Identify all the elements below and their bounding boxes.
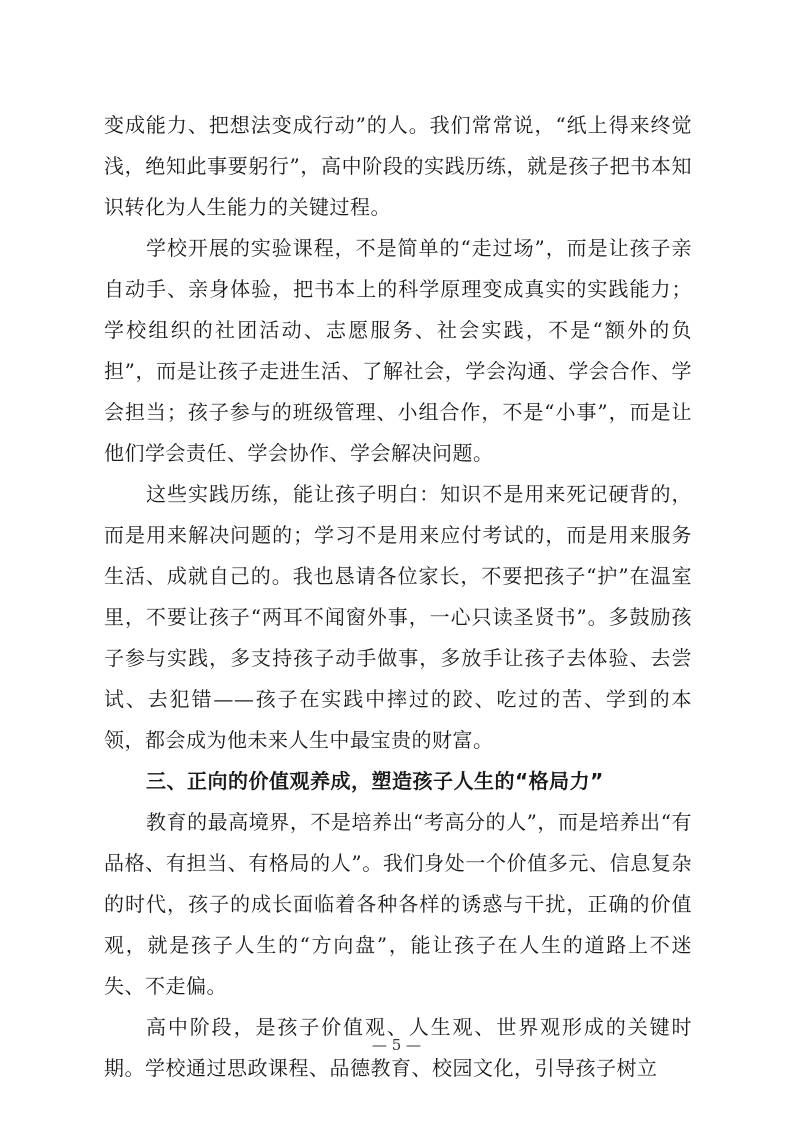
page-body xyxy=(104,105,692,1089)
paragraph-continued: 变成能力、把想法变成行动”的人。我们常常说，“纸上得来终觉浅，绝知此事要躬行”，高中阶段的实践历练，就是孩子把书本知识转化为人生能力的关键过程。 xyxy=(104,113,692,219)
paragraph-practice-meaning: 这些实践历练，能让孩子明白：知识不是用来死记硬背的，而是用来解决问题的；学习不是用来应付考试的，而是用来服务生活、成就自己的。我也恳请各位家长，不要把孩子“护”在温室里，不要让孩子“两耳不闻窗外事，一心只读圣贤书”。多鼓励孩子参与实践，多支持孩子动手做事，多放手让孩子去体验、去尝试、去犯错——孩子在实践中摔过的跤、吃过的苦、学到的本领，都会成为他未来人生中最宝贵的财富。 xyxy=(104,482,692,752)
paragraph-practice-activities: 学校开展的实验课程，不是简单的“走过场”，而是让孩子亲自动手、亲身体验，把书本上的科学原理变成真实的实践能力；学校组织的社团活动、志愿服务、社会实践，不是“额外的负担”，而是让孩子走进生活、了解社会，学会沟通、学会合作、学会担当；孩子参与的班级管理、小组合作，不是“小事”，而是让他们学会责任、学会协作、学会解决问题。 xyxy=(104,236,692,465)
page-number: — 5 — xyxy=(371,1036,422,1054)
paragraph-education-goal: 教育的最高境界，不是培养出“考高分的人”，而是培养出“有品格、有担当、有格局的人”。我们身处一个价值多元、信息复杂的时代，孩子的成长面临着各种各样的诱惑与干扰，正确的价值观，就是孩子人生的“方向盘”，能让孩子在人生的道路上不迷失、不走偏。 xyxy=(104,810,692,998)
section-heading-values: 三、正向的价值观养成，塑造孩子人生的“格局力” xyxy=(146,769,604,793)
paragraph-high-school-stage: 高中阶段，是孩子价值观、人生观、世界观形成的关键时期。学校通过思政课程、品德教育、校园文化，引导孩子树立 xyxy=(104,1015,692,1080)
